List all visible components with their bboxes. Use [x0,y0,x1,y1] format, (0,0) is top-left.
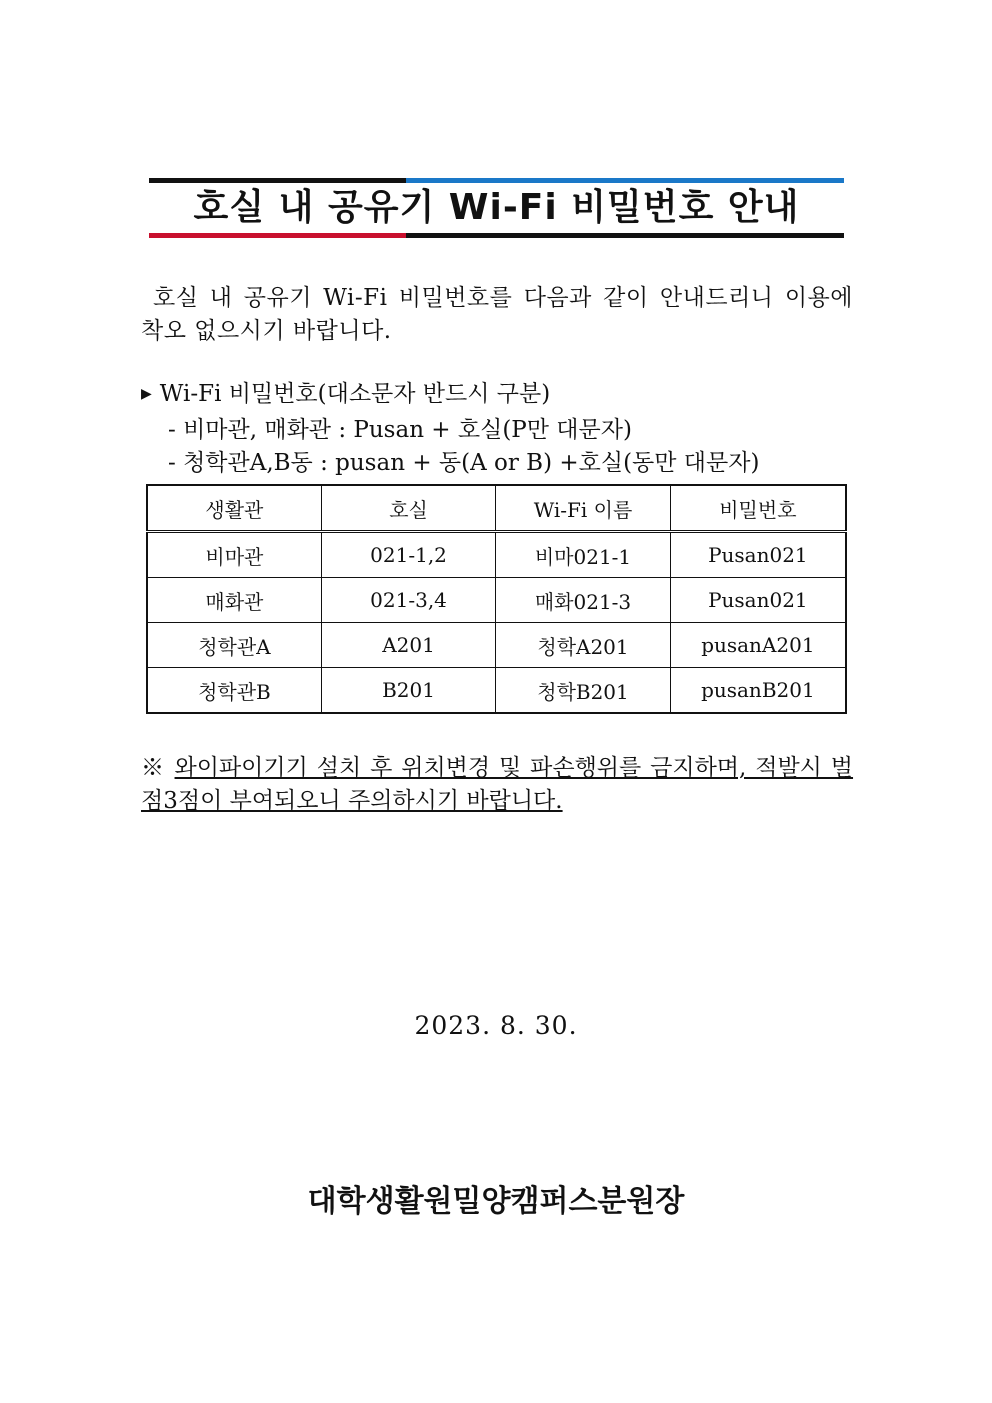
info-heading-line [141,378,853,414]
table-row [147,532,846,578]
page-title: 호실 내 공유기 Wi-Fi 비밀번호 안내 [193,187,800,228]
cell-password: Pusan021 [670,532,846,578]
title-bar-top [149,178,844,183]
triangle-bullet-icon: ▶ [141,386,152,402]
cell-wifi-name: 청학B201 [496,668,670,714]
cell-password: pusanB201 [670,668,846,714]
notice-paragraph [141,752,853,818]
title-bar-bottom [149,233,844,238]
table-row [147,623,846,668]
table-header-row [147,485,846,532]
reference-mark-icon: ※ [141,755,166,781]
password-info [141,378,853,480]
cell-wifi-name: 비마021-1 [496,532,670,578]
cell-room: 021-3,4 [321,578,495,623]
header-password: 비밀번호 [670,485,846,532]
info-heading: Wi-Fi 비밀번호(대소문자 반드시 구분) [159,381,551,407]
header-room: 호실 [321,485,495,532]
document-date: 2023. 8. 30. [414,1011,578,1040]
cell-room: 021-1,2 [321,532,495,578]
notice-text: 와이파이기기 설치 후 위치변경 및 파손행위를 금지하며, 적발시 벌점3점이 부여되오니 주의하시기 바랍니다. [141,755,854,814]
cell-dormitory: 청학관A [147,623,321,668]
cell-dormitory: 청학관B [147,668,321,714]
info-item-bima-maehwa: - 비마관, 매화관 : Pusan + 호실(P만 대문자) [168,417,632,443]
info-item-cheonghak: - 청학관A,B동 : pusan + 동(A or B) +호실(동만 대문자) [168,450,760,476]
cell-room: A201 [321,623,495,668]
table-row [147,668,846,714]
wifi-password-table [146,484,847,714]
cell-password: pusanA201 [670,623,846,668]
cell-dormitory: 비마관 [147,532,321,578]
header-wifi-name: Wi-Fi 이름 [496,485,670,532]
title-block [149,178,844,238]
issuer-signature: 대학생활원밀양캠퍼스분원장 [307,1184,685,1219]
cell-wifi-name: 매화021-3 [496,578,670,623]
cell-password: Pusan021 [670,578,846,623]
cell-room: B201 [321,668,495,714]
cell-dormitory: 매화관 [147,578,321,623]
table-row [147,578,846,623]
intro-paragraph: 호실 내 공유기 Wi-Fi 비밀번호를 다음과 같이 안내드리니 이용에 착오 없으시기 바랍니다. [141,285,853,344]
cell-wifi-name: 청학A201 [496,623,670,668]
header-dormitory: 생활관 [147,485,321,532]
